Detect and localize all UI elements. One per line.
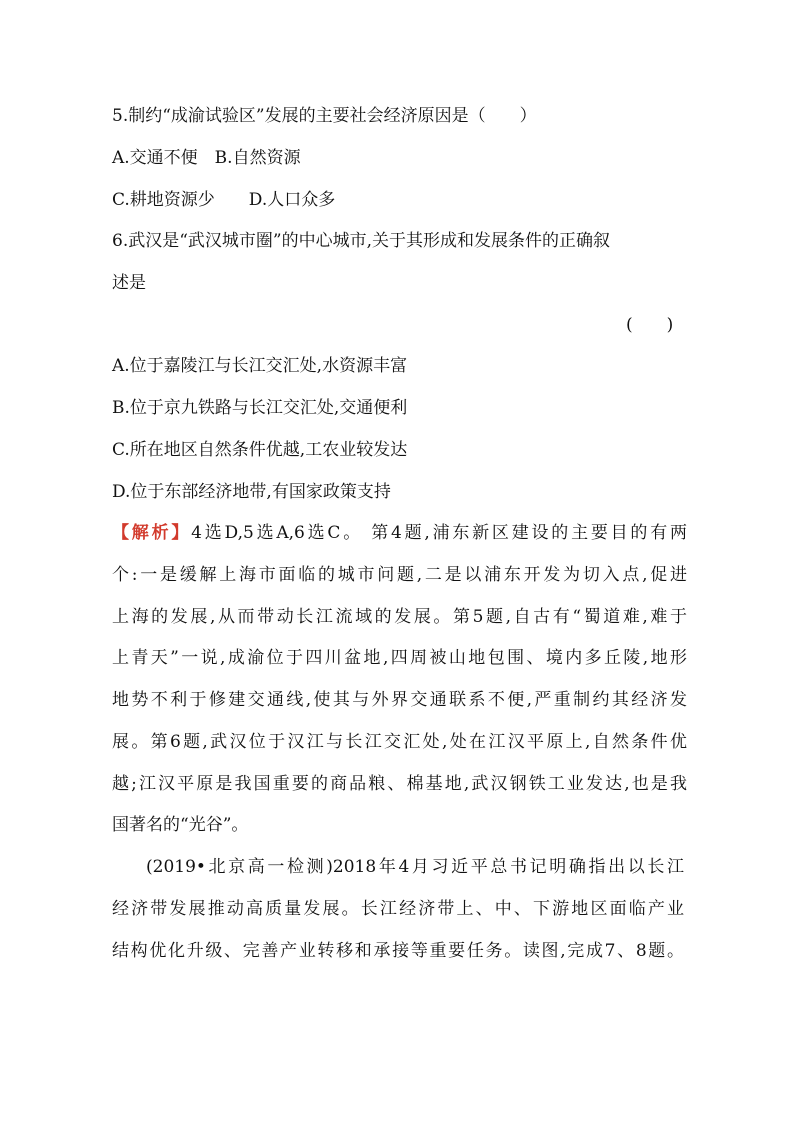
question-6-answer-blank: ( ) [626,315,674,335]
question-5-stem: 5.制约“成渝试验区”发展的主要社会经济原因是（ ） [112,106,537,126]
analysis-line-5: 地势不利于修建交通线,使其与外界交通联系不便,严重制约其经济发 [112,690,687,710]
intro-line-2: 经济带发展推动高质量发展。长江经济带上、中、下游地区面临产业 [112,899,684,919]
question-6-stem-line-2: 述是 [112,273,146,293]
analysis-line-6: 展。第6题,武汉位于汉江与长江交汇处,处在江汉平原上,自然条件优 [112,732,687,752]
analysis-line-8: 国著名的“光谷”。 [112,815,249,835]
analysis-line-1 [112,521,687,545]
intro-line-3: 结构优化升级、完善产业转移和承接等重要任务。读图,完成7、8题。 [112,941,684,961]
intro-line-1: (2019•北京高一检测)2018年4月习近平总书记明确指出以长江 [146,857,684,877]
analysis-line-1-text: 4选D,5选A,6选C。 第4题,浦东新区建设的主要目的有两 [191,523,688,543]
question-6-stem-line-1: 6.武汉是“武汉城市圈”的中心城市,关于其形成和发展条件的正确叙 [112,231,611,251]
question-5-options-ab: A.交通不便 B.自然资源 [112,148,301,168]
question-6-option-a: A.位于嘉陵江与长江交汇处,水资源丰富 [112,356,408,376]
question-5-options-cd: C.耕地资源少 D.人口众多 [112,190,336,210]
question-6-option-d: D.位于东部经济地带,有国家政策支持 [112,482,391,502]
analysis-line-4: 上青天”一说,成渝位于四川盆地,四周被山地包围、境内多丘陵,地形 [112,648,687,668]
question-6-option-b: B.位于京九铁路与长江交汇处,交通便利 [112,398,408,418]
analysis-line-2: 个:一是缓解上海市面临的城市问题,二是以浦东开发为切入点,促进 [112,565,687,585]
analysis-tag: 【解析】 [112,523,192,543]
analysis-line-3: 上海的发展,从而带动长江流域的发展。第5题,自古有“蜀道难,难于 [112,607,687,627]
question-6-option-c: C.所在地区自然条件优越,工农业较发达 [112,440,408,460]
analysis-line-7: 越;江汉平原是我国重要的商品粮、棉基地,武汉钢铁工业发达,也是我 [112,774,687,794]
